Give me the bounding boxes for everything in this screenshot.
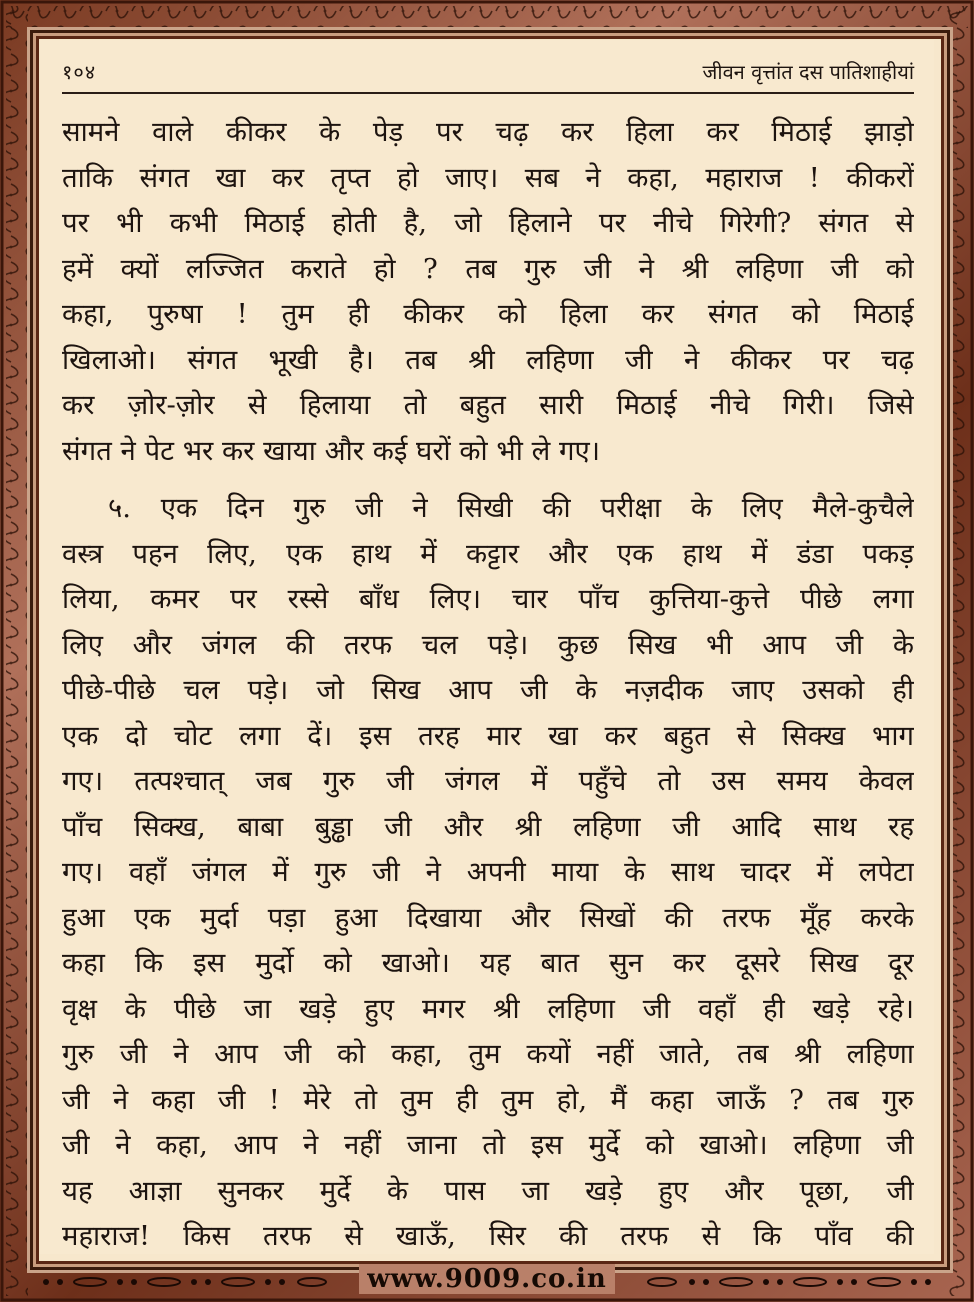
text-line: ५. एक दिन गुरु जी ने सिखी की परीक्षा के लिए मैले-कुचैले [108, 492, 914, 524]
text-line: जी ने कहा, आप ने नहीं जाना तो इस मुर्दे को खाओ। लहिणा जी [62, 1129, 914, 1161]
text-line: खिलाओ। संगत भूखी है। तब श्री लहिणा जी ने कीकर पर चढ़ [62, 343, 914, 376]
page-body-text [62, 110, 914, 1260]
text-line: महाराज! किस तरफ से खाऊँ, सिर की तरफ से कि पाँव की [62, 1220, 914, 1252]
text-line: पर भी कभी मिठाई होती है, जो हिलाने पर नीचे गिरेगी? संगत से [62, 207, 914, 239]
page-footer [0, 1262, 974, 1302]
text-line: पीछे-पीछे चल पड़े। जो सिख आप जी के नज़दीक जाए उसको ही [62, 674, 914, 706]
book-page [40, 40, 934, 1254]
text-line: लिया, कमर पर रस्से बाँध लिए। चार पाँच कुत्तिया-कुत्ते पीछे लगा [62, 583, 914, 615]
footer-ornament-right [644, 1276, 934, 1288]
paragraph-1 [62, 110, 914, 474]
text-line: कर ज़ोर-ज़ोर से हिलाया तो बहुत सारी मिठाई नीचे गिरी। जिसे [62, 389, 914, 421]
text-line: संगत ने पेट भर कर खाया और कई घरों को भी ले गए। [62, 434, 601, 467]
text-line: ताकि संगत खा कर तृप्त हो जाए। सब ने कहा, महाराज ! कीकरों [62, 161, 914, 194]
website-url: www.9009.co.in [359, 1264, 615, 1294]
text-line: कहा, पुरुषा ! तुम ही कीकर को हिला कर संगत को मिठाई [62, 298, 914, 330]
text-line: वस्त्र पहन लिए, एक हाथ में कट्टार और एक हाथ में डंडा पकड़ [62, 537, 914, 570]
text-line: लिए और जंगल की तरफ चल पड़े। कुछ सिख भी आप जी के [62, 628, 914, 661]
text-line: हमें क्यों लज्जित कराते हो ? तब गुरु जी ने श्री लहिणा जी को [62, 252, 914, 285]
running-title: जीवन वृत्तांत दस पातिशाहीयां [702, 60, 914, 84]
footer-ornament-left [40, 1276, 330, 1288]
paragraph-2 [62, 486, 914, 1260]
text-line: सामने वाले कीकर के पेड़ पर चढ़ कर हिला कर मिठाई झाड़ो [62, 116, 914, 148]
page-number: १०४ [62, 60, 97, 84]
text-line: यह आज्ञा सुनकर मुर्दे के पास जा खड़े हुए और पूछा, जी [62, 1174, 914, 1207]
text-line: वृक्ष के पीछे जा खड़े हुए मगर श्री लहिणा जी वहाँ ही खड़े रहे। [62, 992, 914, 1025]
text-line: गए। तत्पश्चात् जब गुरु जी जंगल में पहुँचे तो उस समय केवल [62, 765, 914, 797]
text-line: एक दो चोट लगा दें। इस तरह मार खा कर बहुत से सिक्ख भाग [62, 719, 914, 752]
text-line: गए। वहाँ जंगल में गुरु जी ने अपनी माया के साथ चादर में लपेटा [62, 856, 914, 888]
text-line: जी ने कहा जी ! मेरे तो तुम ही तुम हो, मैं कहा जाऊँ ? तब गुरु [62, 1083, 914, 1116]
page-header [62, 48, 914, 94]
text-line: हुआ एक मुर्दा पड़ा हुआ दिखाया और सिखों की तरफ मूँह करके [62, 901, 914, 934]
text-line: कहा कि इस मुर्दो को खाओ। यह बात सुन कर दूसरे सिख दूर [62, 947, 914, 979]
paragraph-gap [62, 474, 914, 486]
text-line: गुरु जी ने आप जी को कहा, तुम कयों नहीं जाते, तब श्री लहिणा [62, 1038, 914, 1070]
text-line: पाँच सिक्ख, बाबा बुड्ढा जी और श्री लहिणा जी आदि साथ रह [62, 810, 914, 843]
